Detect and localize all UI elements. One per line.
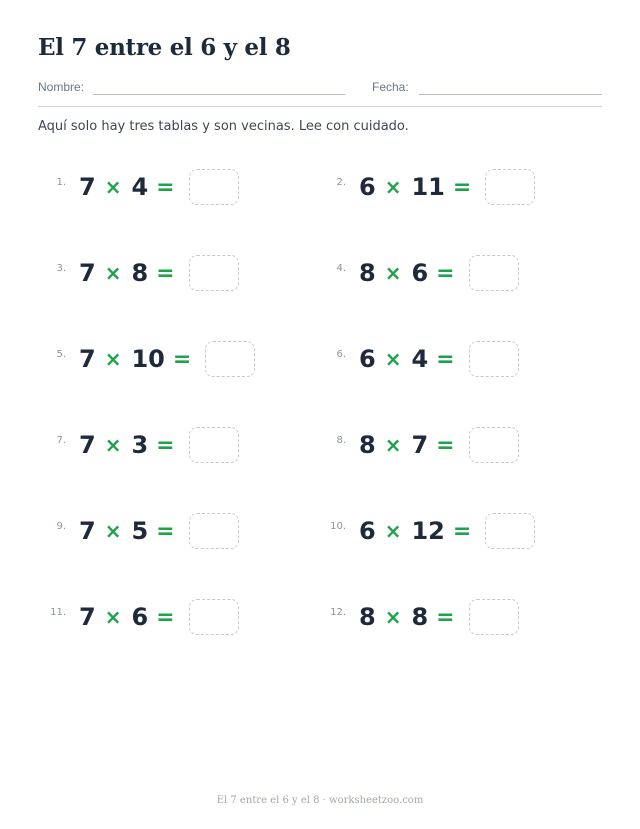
factor-b: 6 (411, 259, 429, 287)
factor-b: 12 (411, 517, 445, 545)
problem-expression (359, 599, 519, 635)
factor-b: 8 (411, 603, 429, 631)
factor-a: 8 (359, 603, 376, 631)
date-label: Fecha: (372, 80, 409, 94)
times-sign: × (104, 519, 122, 543)
name-field-line[interactable] (93, 94, 345, 95)
header-divider (38, 106, 602, 107)
instructions: Aquí solo hay tres tablas y son vecinas. Lee con cuidado. (38, 119, 409, 134)
factor-b: 7 (411, 431, 429, 459)
factor-a: 6 (359, 173, 376, 201)
page-title: El 7 entre el 6 y el 8 (38, 34, 291, 61)
factor-a: 7 (79, 517, 96, 545)
problem-number: 12. (330, 607, 346, 618)
problem-number: 5. (56, 349, 66, 360)
answer-box[interactable] (469, 255, 519, 291)
problem-expression (79, 427, 239, 463)
factor-a: 8 (359, 259, 376, 287)
problem-number: 1. (56, 177, 66, 188)
problem-number: 11. (50, 607, 66, 618)
problem-expression (359, 255, 519, 291)
equals-sign: = (156, 174, 175, 200)
factor-a: 7 (79, 345, 96, 373)
answer-box[interactable] (189, 599, 239, 635)
date-field-line[interactable] (419, 94, 602, 95)
answer-box[interactable] (189, 427, 239, 463)
problem-expression (79, 255, 239, 291)
factor-b: 10 (131, 345, 165, 373)
equals-sign: = (452, 174, 472, 200)
times-sign: × (104, 175, 122, 199)
times-sign: × (104, 433, 122, 457)
answer-box[interactable] (485, 169, 535, 205)
problem-expression (79, 513, 239, 549)
factor-b: 6 (131, 603, 149, 631)
answer-box[interactable] (469, 599, 519, 635)
meta-row (38, 80, 602, 98)
factor-a: 7 (79, 173, 96, 201)
problem-expression (359, 513, 535, 549)
factor-b: 4 (131, 173, 149, 201)
factor-b: 5 (131, 517, 149, 545)
equals-sign: = (156, 260, 175, 286)
times-sign: × (384, 347, 402, 371)
equals-sign: = (156, 432, 175, 458)
problem-expression (359, 169, 535, 205)
factor-a: 6 (359, 517, 376, 545)
problem-expression (79, 599, 239, 635)
problem-expression (359, 341, 519, 377)
problem-number: 2. (336, 177, 346, 188)
problem-expression (79, 169, 239, 205)
factor-b: 4 (411, 345, 429, 373)
answer-box[interactable] (189, 513, 239, 549)
equals-sign: = (436, 346, 455, 372)
problem-number: 4. (336, 263, 346, 274)
factor-b: 11 (411, 173, 445, 201)
factor-a: 6 (359, 345, 376, 373)
times-sign: × (384, 605, 402, 629)
equals-sign: = (452, 518, 472, 544)
answer-box[interactable] (189, 255, 239, 291)
problem-number: 9. (56, 521, 66, 532)
problem-number: 8. (336, 435, 346, 446)
equals-sign: = (172, 346, 192, 372)
times-sign: × (384, 175, 402, 199)
equals-sign: = (436, 604, 455, 630)
answer-box[interactable] (189, 169, 239, 205)
answer-box[interactable] (469, 341, 519, 377)
factor-b: 3 (131, 431, 149, 459)
times-sign: × (104, 347, 122, 371)
problem-number: 6. (336, 349, 346, 360)
problem-expression (359, 427, 519, 463)
answer-box[interactable] (469, 427, 519, 463)
times-sign: × (384, 433, 402, 457)
factor-a: 7 (79, 603, 96, 631)
equals-sign: = (156, 604, 175, 630)
answer-box[interactable] (205, 341, 255, 377)
problem-number: 3. (56, 263, 66, 274)
problem-number: 7. (56, 435, 66, 446)
footer: El 7 entre el 6 y el 8 · worksheetzoo.com (216, 795, 424, 806)
factor-a: 7 (79, 431, 96, 459)
equals-sign: = (436, 260, 455, 286)
problem-expression (79, 341, 255, 377)
times-sign: × (104, 261, 122, 285)
times-sign: × (104, 605, 122, 629)
equals-sign: = (156, 518, 175, 544)
factor-a: 8 (359, 431, 376, 459)
answer-box[interactable] (485, 513, 535, 549)
factor-a: 7 (79, 259, 96, 287)
name-label: Nombre: (38, 80, 85, 94)
problem-number: 10. (330, 521, 346, 532)
times-sign: × (384, 261, 402, 285)
equals-sign: = (436, 432, 455, 458)
factor-b: 8 (131, 259, 149, 287)
times-sign: × (384, 519, 402, 543)
